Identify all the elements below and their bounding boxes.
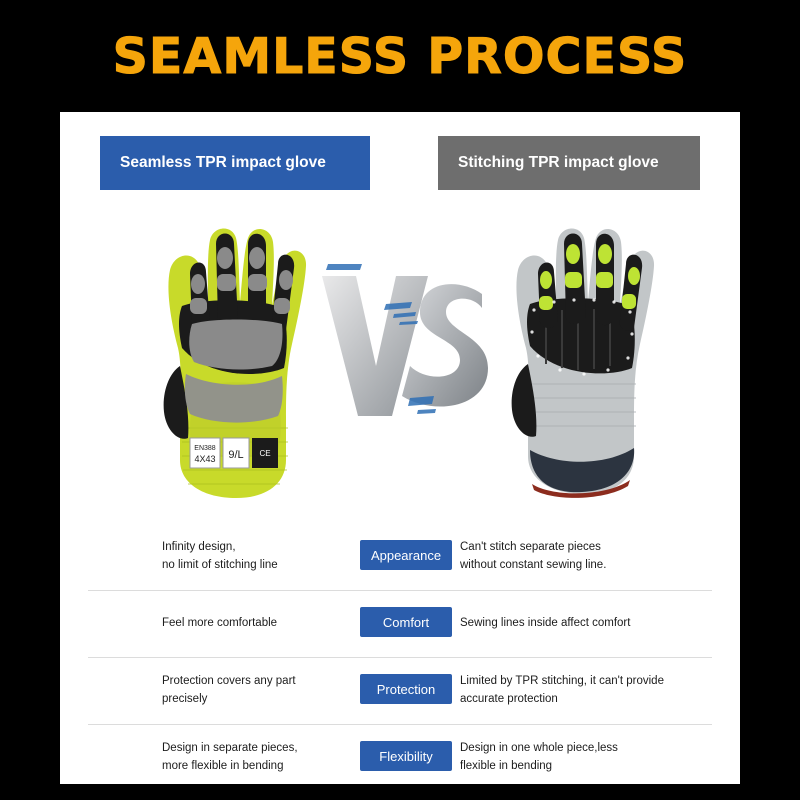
row-left-text: [88, 725, 336, 791]
header-seamless: Seamless TPR impact glove: [100, 136, 370, 190]
row-left-line1: Feel more comfortable: [162, 617, 278, 630]
row-left-line2: more flexible in bending: [162, 760, 284, 772]
header-row: [60, 136, 740, 190]
svg-text:4X43: 4X43: [194, 454, 216, 464]
svg-text:EN388: EN388: [194, 445, 216, 452]
row-left-text: [88, 658, 336, 724]
row-left-line2: no limit of stitching line: [162, 559, 278, 571]
content-card: [60, 112, 740, 784]
row-right-text: [460, 725, 712, 791]
row-right-line1: Sewing lines inside affect comfort: [460, 617, 631, 630]
row-right-line2: without constant sewing line.: [460, 559, 607, 571]
title-bar: [0, 0, 800, 112]
row-right-text: [460, 591, 712, 657]
row-right-line2: accurate protection: [460, 693, 558, 705]
header-stitching: Stitching TPR impact glove: [438, 136, 700, 190]
row-right-line2: flexible in bending: [460, 760, 553, 772]
row-left-line1: Protection covers any part precisely: [162, 675, 296, 705]
row-label-appearance[interactable]: Appearance: [360, 540, 452, 570]
product-images: [60, 198, 740, 528]
row-right-text: [460, 658, 712, 724]
row-left-line1: Design in separate pieces,: [162, 742, 298, 755]
seamless-glove-image: [120, 198, 330, 518]
row-left-text: [88, 591, 336, 657]
table-row: [88, 591, 712, 658]
table-row: [88, 725, 712, 791]
row-label-flexibility[interactable]: Flexibility: [360, 741, 452, 771]
row-right-line1: Design in one whole piece,less: [460, 742, 618, 755]
stitching-glove-image: [470, 198, 680, 518]
row-right-line1: Limited by TPR stitching, it can't provide: [460, 675, 664, 688]
page-title: SEAMLESS PROCESS: [112, 27, 688, 85]
row-label-comfort[interactable]: Comfort: [360, 607, 452, 637]
svg-text:CE: CE: [259, 449, 271, 458]
row-right-line1: Can't stitch separate pieces: [460, 541, 601, 554]
svg-text:9/L: 9/L: [228, 449, 244, 461]
row-left-line1: Infinity design,: [162, 541, 236, 554]
row-left-text: [88, 524, 336, 590]
row-label-protection[interactable]: Protection: [360, 674, 452, 704]
table-row: [88, 658, 712, 725]
comparison-table: [88, 524, 712, 791]
table-row: [88, 524, 712, 591]
row-right-text: [460, 524, 712, 590]
